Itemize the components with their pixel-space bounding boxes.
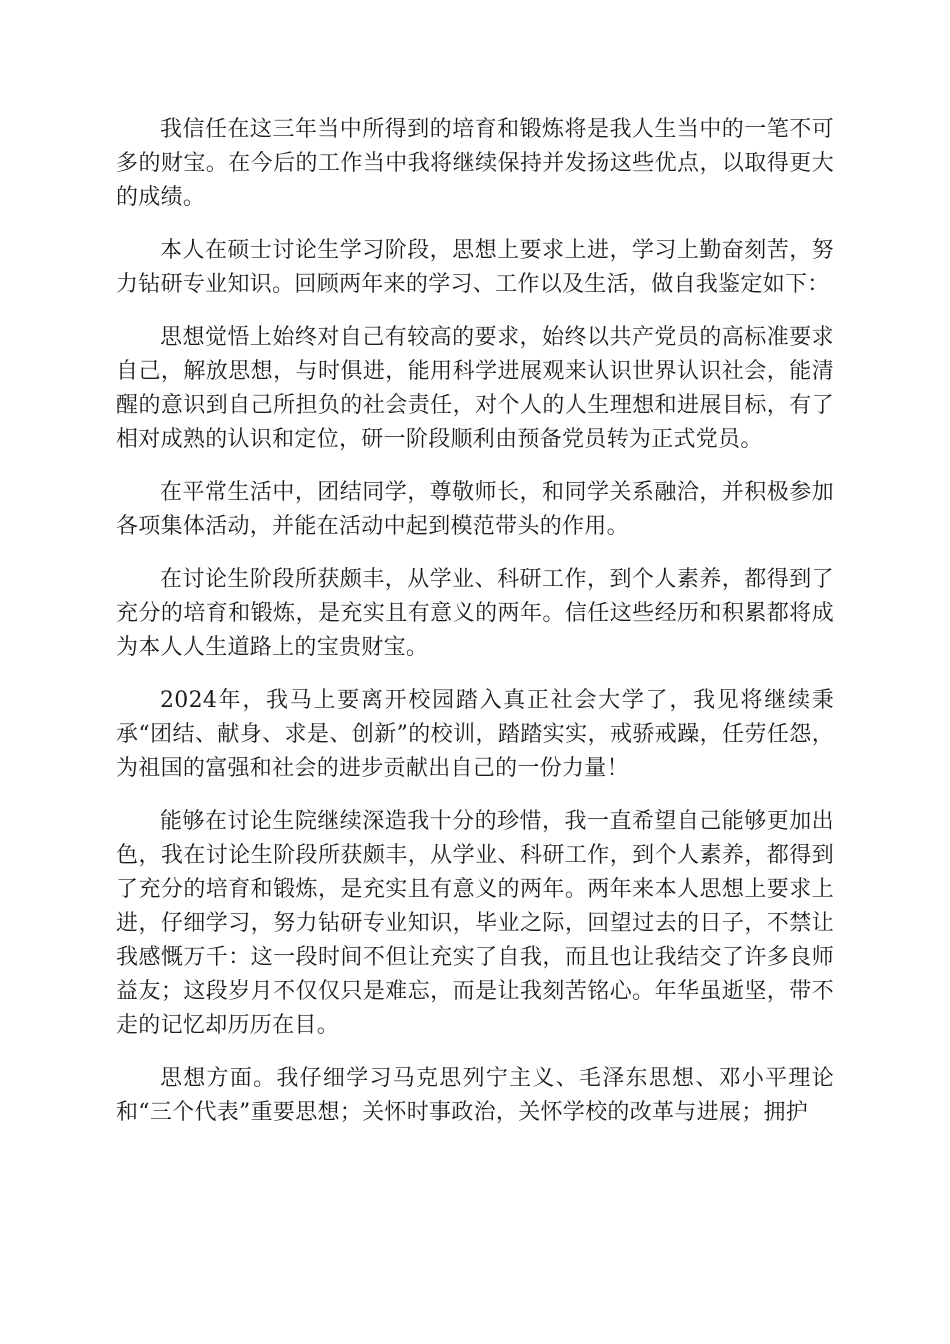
paragraph-5: 在讨论生阶段所获颇丰，从学业、科研工作，到个人素养，都得到了充分的培育和锻炼，是充实且有意义的两年。信任这些经历和积累都将成为本人人生道路上的宝贵财宝。 <box>116 567 834 660</box>
paragraph-8: 思想方面。我仔细学习马克思列宁主义、毛泽东思想、邓小平理论和“三个代表”重要思想；关怀时事政治，关怀学校的改革与进展；拥护 <box>116 1066 834 1125</box>
paragraph-3: 思想觉悟上始终对自己有较高的要求，始终以共产党员的高标准要求自己，解放思想，与时俱进，能用科学进展观来认识世界认识社会，能清醒的意识到自己所担负的社会责任，对个人的人生理想和进展目标，有了相对成熟的认识和定位，研一阶段顺利由预备党员转为正式党员。 <box>116 325 834 452</box>
paragraph-1: 我信任在这三年当中所得到的培育和锻炼将是我人生当中的一笔不可多的财宝。在今后的工作当中我将继续保持并发扬这些优点，以取得更大的成绩。 <box>116 117 834 210</box>
document-body <box>116 113 834 1149</box>
paragraph-7: 能够在讨论生院继续深造我十分的珍惜，我一直希望自己能够更加出色，我在讨论生阶段所获颇丰，从学业、科研工作，到个人素养，都得到了充分的培育和锻炼，是充实且有意义的两年。两年来本人思想上要求上进，仔细学习，努力钻研专业知识，毕业之际，回望过去的日子，不禁让我感慨万千：这一段时间不但让充实了自我，而且也让我结交了许多良师益友；这段岁月不仅仅只是难忘，而是让我刻苦铭心。年华虽逝坚，带不走的记忆却历历在目。 <box>116 809 834 1038</box>
paragraph-6: 2024年，我马上要离开校园踏入真正社会大学了，我见将继续秉承“团结、献身、求是、创新”的校训，踏踏实实，戒骄戒躁，任劳任怨，为祖国的富强和社会的进步贡献出自己的一份力量！ <box>116 688 834 781</box>
paragraph-4: 在平常生活中，团结同学，尊敬师长，和同学关系融洽，并积极参加各项集体活动，并能在活动中起到模范带头的作用。 <box>116 480 834 539</box>
paragraph-2: 本人在硕士讨论生学习阶段，思想上要求上进，学习上勤奋刻苦，努力钻研专业知识。回顾两年来的学习、工作以及生活，做自我鉴定如下： <box>116 238 834 297</box>
